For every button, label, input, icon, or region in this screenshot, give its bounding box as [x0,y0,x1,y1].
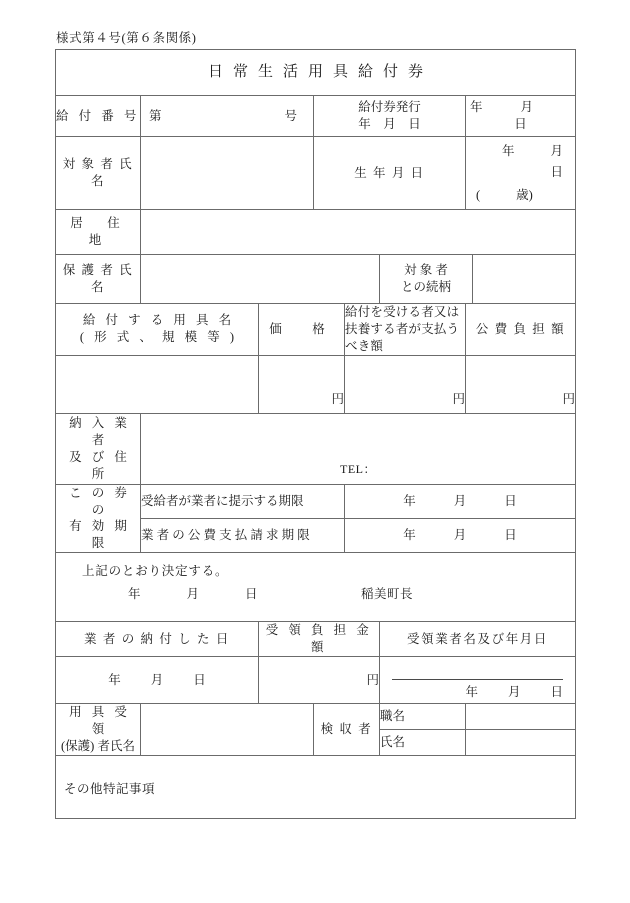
equipment-name-label-line2: ( 形 式 、 規 模 等 ) [79,330,238,345]
age-unit: 歳) [516,188,533,203]
decision-row [56,553,576,622]
title-cell [56,50,576,96]
birth-date-label: 生 年 月 日 [314,137,466,210]
price-label: 価 格 [259,304,345,356]
form-number: 様式第４号(第６条関係) [56,31,197,45]
validity-claim-year: 年 [403,528,416,543]
validity-label-line1: こ の 券 の [69,485,131,517]
received-amount-unit: 円 [366,672,379,687]
recipient-row [56,137,576,210]
birth-year: 年 [501,144,515,158]
validity-claim-date[interactable] [345,518,576,552]
vendor-field[interactable] [141,413,576,484]
payer-amount-unit: 円 [452,391,465,406]
notes-label: その他特記事項 [64,781,156,796]
vendor-tel-label: TEL： [340,462,376,477]
residence-label: 居 住 地 [56,210,141,255]
decision-statement: 上記のとおり決定する。 [82,564,229,579]
issue-date-label-line2: 年 月 日 [358,117,421,131]
paid-date-day: 日 [193,672,206,687]
price-field[interactable] [259,355,345,413]
benefit-number-prefix: 第 [149,108,162,123]
vendor-label [56,413,141,484]
receiver-day: 日 [550,685,564,700]
relation-label-line1: 対 象 者 [404,263,448,278]
inspector-name-field[interactable] [466,729,576,755]
receiver-date [465,684,563,701]
paid-date-field[interactable] [56,657,259,704]
validity-label [56,484,141,553]
paid-date-year: 年 [108,672,121,687]
paid-date-label: 業 者 の 納 付 し た 日 [56,622,259,657]
equipment-name-field[interactable] [56,355,259,413]
validity-claim-month: 月 [453,528,467,543]
notes-cell[interactable] [56,755,576,818]
validity-present-date[interactable] [345,484,576,518]
benefit-number-field[interactable] [141,96,314,137]
validity-present-year: 年 [403,493,416,508]
notes-row [56,755,576,818]
receipt-position-row [56,704,576,730]
issue-date-field[interactable] [466,96,576,137]
equipment-name-label [56,304,259,356]
receiver-signature-field[interactable] [380,657,576,704]
validity-present-day: 日 [504,493,517,508]
validity-present-label: 受給者が業者に提示する期限 [141,484,345,518]
payment-value-row [56,657,576,704]
receiver-year: 年 [465,685,478,700]
equipment-receiver-label-line2: (保護) 者氏名 [61,738,135,753]
equipment-header-row [56,304,576,356]
guardian-name-field[interactable] [141,255,380,304]
decision-date[interactable] [128,586,258,603]
validity-claim-label: 業 者 の 公 費 支 払 請 求 期 限 [141,518,345,552]
validity-label-line2: 有 効 期 限 [69,519,131,551]
price-unit: 円 [331,391,344,406]
validity-row-1 [56,484,576,518]
equipment-value-row [56,355,576,413]
received-amount-label: 受 領 負 担 金 額 [259,622,380,657]
payer-amount-field[interactable] [345,355,466,413]
birth-month: 月 [550,144,564,158]
inspector-label: 検 収 者 [314,704,380,756]
equipment-receiver-label-line1: 用 具 受 領 [69,705,131,736]
benefit-number-suffix: 号 [284,108,297,123]
relation-label [380,255,473,304]
vendor-label-line1: 納 入 業 者 [69,415,131,447]
validity-claim-day: 日 [504,528,517,543]
inspector-name-label: 氏名 [380,729,466,755]
relation-label-line2: との続柄 [400,280,451,294]
age-open-paren: ( [476,188,481,203]
recipient-name-label: 対 象 者 氏 名 [56,137,141,210]
birth-day: 日 [550,165,564,180]
public-amount-unit: 円 [562,391,576,406]
decision-month: 月 [186,587,200,602]
title-row [56,50,576,96]
receiver-name-date-label: 受領業者名及び年月日 [380,622,576,657]
grant-voucher-form [55,49,576,819]
inspector-position-label: 職名 [380,704,466,730]
vendor-row [56,413,576,484]
public-amount-label: 公 費 負 担 額 [466,304,576,356]
form-title: 日常生活用具給付券 [208,64,434,81]
benefit-number-label: 給 付 番 号 [56,96,141,137]
residence-row [56,210,576,255]
issue-date-label-line1: 給付券発行 [358,100,421,115]
paid-date-month: 月 [150,672,164,687]
received-amount-field[interactable] [259,657,380,704]
payer-amount-label: 給付を受ける者又は扶養する者が支払うべき額 [345,304,466,356]
inspector-position-field[interactable] [466,704,576,730]
issue-date-year: 年 [469,100,483,115]
signature-line [392,679,563,680]
decision-year: 年 [128,587,141,602]
receiver-month: 月 [507,685,521,700]
issue-date-label [314,96,466,137]
birth-date-field[interactable] [466,137,576,210]
equipment-receiver-label [56,704,141,756]
validity-present-month: 月 [453,493,467,508]
relation-field[interactable] [473,255,576,304]
residence-field[interactable] [141,210,576,255]
issue-date-month: 月 [520,100,534,115]
guardian-name-label: 保 護 者 氏 名 [56,255,141,304]
equipment-receiver-field[interactable] [141,704,314,756]
public-amount-field[interactable] [466,355,576,413]
recipient-name-field[interactable] [141,137,314,210]
vendor-label-line2: 及 び 住 所 [69,449,131,481]
payment-header-row [56,622,576,657]
benefit-number-row [56,96,576,137]
decision-day: 日 [245,587,258,602]
equipment-name-label-line1: 給 付 す る 用 具 名 [82,313,235,328]
issuing-authority: 稲美町長 [361,587,414,602]
guardian-row [56,255,576,304]
decision-cell [56,553,576,622]
issue-date-day: 日 [514,117,527,131]
